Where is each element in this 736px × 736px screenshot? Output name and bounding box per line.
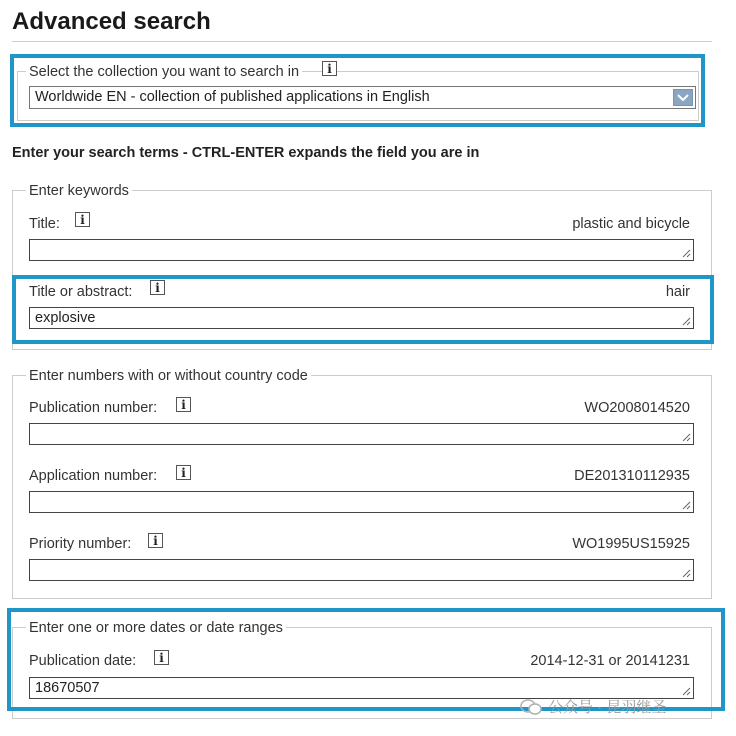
collection-highlight xyxy=(10,54,705,127)
page-title: Advanced search xyxy=(12,8,211,35)
publication-date-example: 2014-12-31 or 20141231 xyxy=(530,653,690,669)
title-or-abstract-input-value: explosive xyxy=(35,310,96,326)
application-number-example: DE201310112935 xyxy=(574,468,690,484)
collection-legend: Select the collection you want to search in xyxy=(26,63,302,81)
title-label: Title: xyxy=(29,216,60,232)
publication-number-input[interactable] xyxy=(29,423,694,445)
publication-number-label: Publication number: xyxy=(29,400,158,416)
info-icon[interactable]: i xyxy=(176,397,191,412)
title-input[interactable] xyxy=(29,239,694,261)
info-icon[interactable]: i xyxy=(148,533,163,548)
priority-number-input[interactable] xyxy=(29,559,694,581)
resize-grip-icon[interactable] xyxy=(682,501,691,510)
watermark xyxy=(520,696,666,717)
publication-date-label: Publication date: xyxy=(29,653,137,669)
priority-number-example: WO1995US15925 xyxy=(572,536,690,552)
watermark-text: 公众号 · 昆羽继圣 xyxy=(548,699,667,716)
dates-legend: Enter one or more dates or date ranges xyxy=(26,619,286,637)
publication-number-example: WO2008014520 xyxy=(584,400,690,416)
info-icon[interactable]: i xyxy=(75,212,90,227)
application-number-label: Application number: xyxy=(29,468,158,484)
publication-date-input-value: 18670507 xyxy=(35,680,100,696)
priority-number-label: Priority number: xyxy=(29,536,132,552)
title-divider xyxy=(12,41,712,42)
info-icon[interactable]: i xyxy=(176,465,191,480)
instructions-heading: Enter your search terms - CTRL-ENTER expands the field you are in xyxy=(12,145,480,161)
title-or-abstract-example: hair xyxy=(665,284,690,300)
numbers-legend: Enter numbers with or without country code xyxy=(26,367,311,385)
collection-select-value: Worldwide EN - collection of published applications in English xyxy=(35,89,430,105)
resize-grip-icon[interactable] xyxy=(682,433,691,442)
resize-grip-icon[interactable] xyxy=(682,569,691,578)
info-icon[interactable]: i xyxy=(322,61,337,76)
application-number-input[interactable] xyxy=(29,491,694,513)
title-or-abstract-highlight xyxy=(12,275,714,344)
info-icon[interactable]: i xyxy=(150,280,165,295)
keywords-legend: Enter keywords xyxy=(26,182,132,200)
title-or-abstract-label: Title or abstract: xyxy=(29,284,133,300)
chat-bubbles-icon xyxy=(520,698,542,716)
info-icon[interactable]: i xyxy=(154,650,169,665)
title-example: plastic and bicycle xyxy=(572,216,690,232)
resize-grip-icon[interactable] xyxy=(682,249,691,258)
